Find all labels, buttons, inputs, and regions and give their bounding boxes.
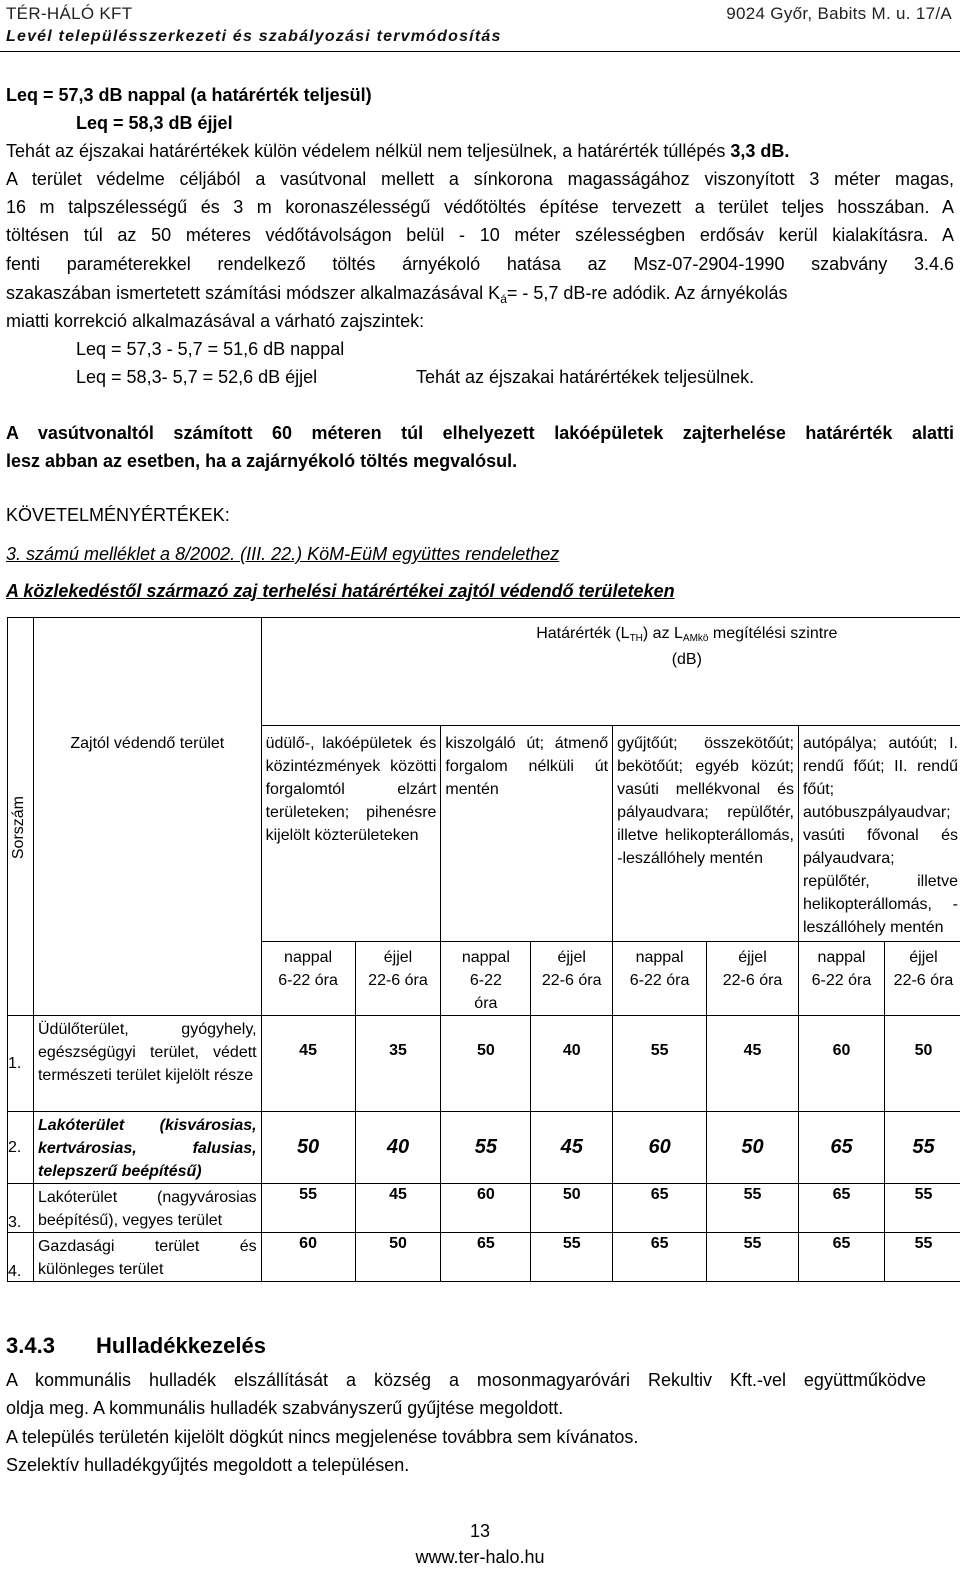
category-service-road: kiszolgáló út; átmenő forgalom nélküli út mentén (441, 726, 613, 942)
area-header: Zajtól védendő terület (33, 726, 261, 1016)
value-cell: 65 (441, 1233, 531, 1282)
category-motorway: autópálya; autóút; I. rendű főút; II. rendű főút; autóbuszpályaudvar; vasúti fővonal és pályaudvara; repülőtér, illetve helikopterállomás, -leszállóhely mentén (798, 726, 960, 942)
sorszam-header: Sorszám (8, 726, 34, 1016)
value-cell: 55 (531, 1233, 613, 1282)
value-cell: 65 (798, 1233, 884, 1282)
value-cell: 45 (355, 1184, 441, 1233)
value-cell: 55 (707, 1233, 799, 1282)
value-cell: 55 (707, 1184, 799, 1233)
value-cell: 35 (355, 1016, 441, 1112)
section-line-2: oldja meg. A kommunális hulladék szabványszerű gyűjtése megoldott. (6, 1398, 564, 1418)
category-quiet: üdülő-, lakóépületek és közintézmények közötti forgalomtól elzárt területeken; pihenésre kijelölt közterületeken (261, 726, 441, 942)
row-area: Gazdasági terület és különleges terület (33, 1233, 261, 1282)
value-cell: 60 (798, 1016, 884, 1112)
header-rule (0, 51, 960, 52)
value-cell: 40 (531, 1016, 613, 1112)
value-cell: 50 (261, 1112, 355, 1184)
para-line-3: töltésen túl az 50 méteres védőtávolságon belül - 10 méter szélességben erdősáv kerül kialakításra. A (6, 225, 954, 245)
value-cell: 55 (884, 1233, 960, 1282)
value-cell: 50 (355, 1233, 441, 1282)
row-number: 4. (8, 1233, 34, 1282)
page-number: 13 (469, 1521, 491, 1541)
value-cell: 65 (613, 1233, 707, 1282)
row-area: Lakóterület (kisvárosias, kertvárosias, falusias, telepszerű beépítésű) (33, 1112, 261, 1184)
para-line-1: A terület védelme céljából a vasútvonal mellett a sínkorona magasságához viszonyított 3 méter magas, (6, 169, 954, 189)
section-number: 3.4.3 (6, 1333, 55, 1358)
value-cell: 45 (531, 1112, 613, 1184)
category-collector-road: gyűjtőút; összekötőút; bekötőút; egyéb közút; vasúti mellékvonal és pályaudvara; repülőtér, illetve helikopterállomás, -leszállóhely mentén (613, 726, 799, 942)
value-cell: 60 (441, 1184, 531, 1233)
bold-statement-1: A vasútvonaltól számított 60 méteren túl elhelyezett lakóépületek zajterhelése határérték alatti (6, 423, 954, 443)
requirements-heading: KÖVETELMÉNYÉRTÉKEK: (6, 505, 230, 525)
value-cell: 55 (441, 1112, 531, 1184)
value-cell: 55 (884, 1184, 960, 1233)
night-header-1: éjjel 22-6 óra (355, 942, 441, 1016)
annex-reference: 3. számú melléklet a 8/2002. (III. 22.) KöM-EüM együttes rendelethez (6, 544, 560, 564)
leq-night-line: Leq = 58,3 dB éjjel (76, 113, 233, 133)
value-cell: 65 (798, 1184, 884, 1233)
value-cell: 55 (884, 1112, 960, 1184)
night-header-2: éjjel 22-6 óra (531, 942, 613, 1016)
day-header-4: nappal 6-22 óra (798, 942, 884, 1016)
company-name: TÉR-HÁLÓ KFT (6, 4, 133, 23)
corrected-note: Tehát az éjszakai határértékek teljesülnek. (416, 367, 755, 387)
day-header-3: nappal 6-22 óra (613, 942, 707, 1016)
value-cell: 45 (261, 1016, 355, 1112)
section-title: Hulladékkezelés (96, 1333, 266, 1358)
document-subtitle: Levél településszerkezeti és szabályozási tervmódosítás (6, 28, 502, 45)
section-line-1: A kommunális hulladék elszállítását a község a mosonmagyaróvári Rekultiv Kft.-vel együttműködve (6, 1370, 926, 1390)
value-cell: 50 (884, 1016, 960, 1112)
row-number: 2. (8, 1112, 34, 1184)
limit-header: Határérték (LTH) az LAMkö megítélési szintre (dB) (261, 618, 960, 726)
table-row (8, 1016, 960, 1112)
leq-day-line: Leq = 57,3 dB nappal (a határérték teljesül) (6, 85, 372, 105)
day-header-2: nappal 6-22 óra (441, 942, 531, 1016)
value-cell: 65 (613, 1184, 707, 1233)
day-header-1: nappal 6-22 óra (261, 942, 355, 1016)
table-row (8, 1184, 960, 1233)
value-cell: 55 (261, 1184, 355, 1233)
para-line-4: fenti paraméterekkel rendelkező töltés árnyékoló hatása az Msz-07-2904-1990 szabvány 3.4.6 (6, 254, 954, 274)
night-header-4: éjjel 22-6 óra (884, 942, 960, 1016)
value-cell: 40 (355, 1112, 441, 1184)
section-line-4: Szelektív hulladékgyűjtés megoldott a településen. (6, 1455, 410, 1475)
company-address: 9024 Győr, Babits M. u. 17/A (726, 4, 952, 23)
footer-url[interactable]: www.ter-halo.hu (415, 1547, 545, 1567)
para-line-2: 16 m talpszélességű és 3 m koronaszélességű védőtöltés építése tervezett a terület teljes hosszában. A (6, 197, 954, 217)
section-line-3: A település területén kijelölt dögkút nincs megjelenése továbbra sem kívánatos. (6, 1427, 639, 1447)
table-row (8, 1112, 960, 1184)
row-number: 1. (8, 1016, 34, 1112)
table-row (8, 1233, 960, 1282)
conclusion-line: Tehát az éjszakai határértékek külön védelem nélkül nem teljesülnek, a határérték túllépés 3,3 dB. (6, 141, 790, 161)
corrected-day: Leq = 57,3 - 5,7 = 51,6 dB nappal (76, 339, 345, 359)
value-cell: 60 (261, 1233, 355, 1282)
row-number: 3. (8, 1184, 34, 1233)
value-cell: 50 (707, 1112, 799, 1184)
bold-statement-2: lesz abban az esetben, ha a zajárnyékoló töltés megvalósul. (6, 451, 518, 471)
value-cell: 60 (613, 1112, 707, 1184)
row-area: Üdülőterület, gyógyhely, egészségügyi terület, védett természeti terület kijelölt része (33, 1016, 261, 1112)
corrected-night: Leq = 58,3- 5,7 = 52,6 dB éjjel (76, 367, 318, 387)
corner-cell-2 (33, 618, 261, 726)
noise-limit-table (7, 617, 960, 1282)
night-header-3: éjjel 22-6 óra (707, 942, 799, 1016)
para-line-5: szakaszában ismertetett számítási módszer alkalmazásával K á = - 5,7 dB-re adódik. Az árnyékolás (6, 283, 788, 306)
value-cell: 50 (531, 1184, 613, 1233)
value-cell: 55 (613, 1016, 707, 1112)
value-cell: 65 (798, 1112, 884, 1184)
corner-cell (8, 618, 34, 726)
row-area: Lakóterület (nagyvárosias beépítésű), vegyes terület (33, 1184, 261, 1233)
table-title: A közlekedéstől származó zaj terhelési határértékei zajtól védendő területeken (6, 581, 675, 601)
value-cell: 45 (707, 1016, 799, 1112)
value-cell: 50 (441, 1016, 531, 1112)
para-line-6: miatti korrekció alkalmazásával a várható zajszintek: (6, 311, 425, 331)
